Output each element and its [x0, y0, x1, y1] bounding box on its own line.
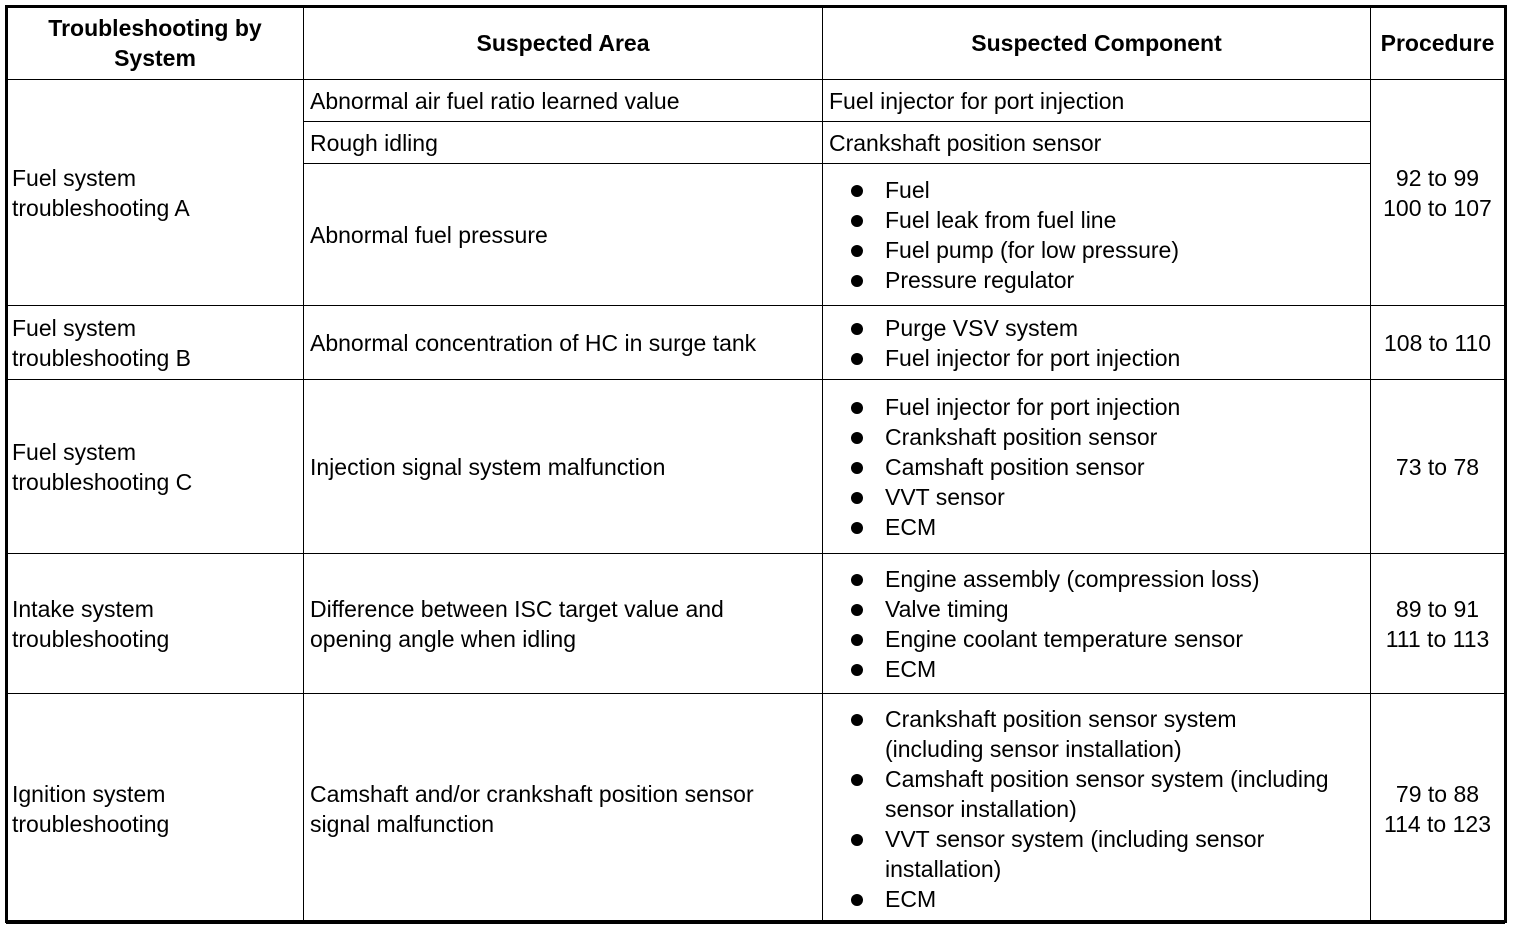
bullet-icon [851, 834, 863, 846]
bullet-icon [851, 323, 863, 335]
bullet-icon [851, 522, 863, 534]
area-cell: Injection signal system malfunction [304, 380, 823, 554]
area-cell: Difference between ISC target value and opening angle when idling [304, 554, 823, 694]
component-cell [823, 164, 1371, 306]
system-cell: Fuel system troubleshooting B [7, 306, 304, 380]
table-row [7, 306, 1505, 380]
procedure-cell: 79 to 88 114 to 123 [1371, 694, 1505, 924]
list-item: Valve timing [829, 594, 1364, 624]
list-item: Pressure regulator [829, 265, 1364, 295]
bullet-icon [851, 492, 863, 504]
table-row [7, 80, 1505, 122]
bullet-icon [851, 432, 863, 444]
bullet-icon [851, 634, 863, 646]
component-cell [823, 380, 1371, 554]
system-cell: Fuel system troubleshooting C [7, 380, 304, 554]
list-item: Fuel [829, 175, 1364, 205]
bullet-icon [851, 402, 863, 414]
system-cell: Intake system troubleshooting [7, 554, 304, 694]
list-item: Purge VSV system [829, 313, 1364, 343]
list-item: ECM [829, 884, 1364, 914]
system-cell: Fuel system troubleshooting A [7, 80, 304, 306]
system-cell: Ignition system troubleshooting [7, 694, 304, 924]
bullet-icon [851, 664, 863, 676]
area-cell: Abnormal air fuel ratio learned value [304, 80, 823, 122]
list-item: Crankshaft position sensor [829, 422, 1364, 452]
bullet-icon [851, 245, 863, 257]
list-item: VVT sensor [829, 482, 1364, 512]
area-cell: Abnormal fuel pressure [304, 164, 823, 306]
table-row [7, 380, 1505, 554]
bullet-icon [851, 604, 863, 616]
list-item: Fuel injector for port injection [829, 343, 1364, 373]
header-row [7, 7, 1505, 80]
area-cell: Camshaft and/or crankshaft position sensor signal malfunction [304, 694, 823, 924]
bullet-icon [851, 185, 863, 197]
area-cell: Abnormal concentration of HC in surge tank [304, 306, 823, 380]
bullet-icon [851, 714, 863, 726]
header-procedure: Procedure [1371, 7, 1505, 80]
bullet-icon [851, 215, 863, 227]
bullet-icon [851, 275, 863, 287]
header-component: Suspected Component [823, 7, 1371, 80]
bullet-icon [851, 894, 863, 906]
bullet-icon [851, 574, 863, 586]
list-item: Fuel leak from fuel line [829, 205, 1364, 235]
list-item: Fuel injector for port injection [829, 392, 1364, 422]
list-item: Camshaft position sensor system (including sensor installation) [829, 764, 1364, 824]
component-cell: Fuel injector for port injection [823, 80, 1371, 122]
bullet-icon [851, 353, 863, 365]
list-item: ECM [829, 654, 1364, 684]
header-area: Suspected Area [304, 7, 823, 80]
bullet-icon [851, 462, 863, 474]
component-cell [823, 694, 1371, 924]
list-item: Engine assembly (compression loss) [829, 564, 1364, 594]
component-cell [823, 306, 1371, 380]
list-item: Crankshaft position sensor system (including sensor installation) [829, 704, 1364, 764]
procedure-cell: 92 to 99 100 to 107 [1371, 80, 1505, 306]
list-item: Camshaft position sensor [829, 452, 1364, 482]
list-item: Engine coolant temperature sensor [829, 624, 1364, 654]
procedure-cell: 73 to 78 [1371, 380, 1505, 554]
table-row [7, 554, 1505, 694]
component-cell: Crankshaft position sensor [823, 122, 1371, 164]
list-item: Fuel pump (for low pressure) [829, 235, 1364, 265]
table-row [7, 694, 1505, 924]
procedure-cell: 108 to 110 [1371, 306, 1505, 380]
header-system: Troubleshooting by System [7, 7, 304, 80]
list-item: VVT sensor system (including sensor installation) [829, 824, 1364, 884]
bullet-icon [851, 774, 863, 786]
troubleshooting-table [6, 6, 1505, 924]
component-cell [823, 554, 1371, 694]
area-cell: Rough idling [304, 122, 823, 164]
procedure-cell: 89 to 91 111 to 113 [1371, 554, 1505, 694]
list-item: ECM [829, 512, 1364, 542]
